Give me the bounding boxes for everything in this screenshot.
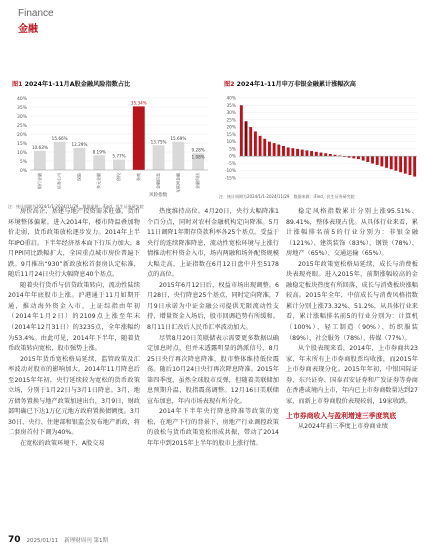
bar [329,154,332,156]
y-tick-label: 35% [226,103,236,109]
bar [268,142,271,157]
y-tick-label: -15% [224,176,236,182]
y-tick-label: -10% [224,169,236,175]
figure1-bar-chart [8,90,213,209]
paragraph: 热度维持高位。4月20日，央行大幅降准1个百分点，同时对农村金融机构定向降准。5月11日调降1年期存贷款利率各25个基点。受益于央行的连续降准降息，流动性宽松环境与上涨行情推动杠杆资金入市，场内两融和场外配资规模大幅走高，上证指数在6月12日盘中升至5178点的高位。 [147,208,279,279]
data-label: 15.69% [170,135,187,141]
paragraph: 稳定风格指数累计分别上涨95.51%、89.41%，整体表现占优。从具体行业来看，累计涨幅排名前5的行业分别为：非银金融（121%）、建筑装饰（83%）、钢铁（78%）、房地产（65%）、交通运输（65%）。 [286,208,418,258]
y-tick-label: 25% [16,124,27,129]
data-label: 13.75% [150,139,167,145]
figure1-source: 注：统计周期为2024/1/1-2024/11/29 数据来源：iFind、民生证券研究院 [8,204,144,209]
figure2-label: 图2 [224,81,235,88]
bar [93,155,105,170]
paragraph: 从个股表现来看，2014年，上市券商共23家，年末所有上市券商股票均收涨，而2015年上市券商表现分化。2015年年初，中银国际证券、东兴证券、国泰君安证券和广发证券等券商在香港或境内上市，年内已上市券商数量达到27家，而新上市券商股价表现较弱，19家收跌。 [286,345,418,405]
article-body [8,207,419,450]
section-header [18,8,54,35]
bar [371,156,374,163]
bar [277,145,280,157]
data-label: 15.66% [51,135,68,141]
y-tick-label: 10% [16,151,27,156]
paragraph: 房价高企、基建与地产投资需求旺盛，货币环境整体偏紧。进入2014年，楼市降温叠加物价走弱，货币政策放松逐步发力。2014年上半年IPO重启。下半年经济基本面下行压力加大，8月PPI同比跌幅扩大，全国重点城市房价普遍下跌。9月推出“930”新政放松首套房认定标准，随后11月24日央行大幅降息40个基点。 [8,208,140,279]
x-tick-label: 证券公司 [56,173,62,189]
x-axis-title: 风险指数 [149,193,168,198]
bar [357,156,360,159]
y-tick-label: 40% [226,96,236,102]
section-title-en: Finance [18,8,54,19]
section-title-zh: 金融 [18,24,38,35]
figure2-bar-chart [219,90,421,205]
x-tick-label: 银行金融 [36,173,42,189]
paragraph: 在宽松的政策环境下，A股交易 [20,440,105,448]
bar [296,149,299,156]
bar [240,105,243,156]
paragraph: 随着央行货币与信贷政策转向，流动性陆续2014年年底股市上涨。沪港通于11月如期开通，推动海外资金入市，上证综指由年初（2014年1月2日）的2109点上涨至年末（2014年12月31日）的3235点，全年涨幅约为53.4%。由此可见，2014年下半年，随着货币政策转向宽松，股市强势上涨。 [8,281,140,353]
x-tick-label: 券商 [135,173,141,181]
bar [324,153,327,156]
bar [310,151,313,156]
column-2 [147,207,279,450]
paragraph: 2014年下半年央行降息降准等政策的宽松，在地产下行的背景下，房地产行业调控政策的放松与货币政策宽松形成共振，带动了2014年年中到2015年上半年的股市上涨行情。 [147,408,279,448]
y-tick-label: 5% [229,147,236,153]
bar [366,156,369,162]
data-label: 12.29% [71,141,88,147]
bar [380,156,383,166]
bar [394,156,397,171]
bar [320,153,323,157]
page-footer [8,535,108,545]
bar [153,145,165,170]
page-number: 70 [8,535,21,545]
y-tick-label: 20% [16,133,27,138]
figure1-title-text: 2024年1-11月A股金融风险指数占比 [24,81,131,88]
paragraph: 从2024年前三季度上市券商业绩 [298,423,388,431]
y-tick-label: 40% [16,97,27,102]
bar [249,127,252,156]
section-subheading: 上市券商收入与盈利增速三季度筑底 [286,412,397,421]
paragraph: 2015年政策宽松格局延续，成长与消费板块表现亮眼。进入2015年，前期涨幅较高的金融稳定板块热度有所回落，成长与消费板块涨幅较高。2015年全年，中信成长与消费风格指数累计分别上涨73.32%、51.2%，从具体行业来看，累计涨幅排名前5的行业分别为：计算机（100%）、轻工制造（90%）、纺织服装（89%）、社会服务（78%）、传媒（77%）。 [286,260,418,342]
data-label: 8.19% [92,149,106,155]
bar [305,150,308,156]
y-tick-label: 30% [226,111,236,117]
paragraph: 尽管8月20日美联储表示需要更多数据以确定加息时点，但并未透露明显的鸽派信号，8月25日央行再次降息降准，股市整体维持低位震荡。随后10月24日央行再次降息降准。2015年第四季度，虽然全球股市反弹，但随着美联储加息预期升温，股指震荡调整。12月16日美联储宣布加息，年内市场表现有所分化。 [147,334,279,405]
bar [399,156,402,172]
data-label: 35.34% [130,100,147,106]
bar [404,156,407,173]
y-tick-label: 0% [229,154,236,160]
y-tick-label: 0% [19,169,27,174]
x-tick-label: 金融科技 [195,173,201,189]
magazine-name: 新理财周刊 第1期 [64,538,108,544]
y-tick-label: 15% [16,142,27,147]
x-tick-label: 创投 [116,173,121,181]
y-tick-label: -5% [227,161,236,167]
issue-date: 2025/01/11 [26,538,59,544]
bar [413,156,416,176]
y-tick-label: 15% [226,132,236,138]
bar [74,148,86,170]
figure2-title [224,79,356,88]
figure2-title-text: 2024年1-11月申万非银金融累计涨幅次高 [236,81,356,88]
bar [54,142,66,170]
bar [291,148,294,156]
x-tick-label: 保险 [76,173,82,181]
column-1 [8,207,140,450]
y-tick-label: 30% [16,115,27,120]
figure2-source: 注：统计周期为2024/1/1-2024/11/29 数据来源：iFind、民生证券研究院 [219,194,355,199]
figure1-label: 图1 [12,81,23,88]
bar [34,151,46,170]
paragraph: 2015年6月12日后，权益市场出现调整。6月28日，央行降息25个基点，同时定向降准，7月9日承诺为中证金融公司提供无限流动性支持，增量资金入场后，股市回调趋势有所缓和。8月11日汇改后人民币汇率波动加大。 [147,281,279,332]
bar [376,156,379,165]
bar [301,150,304,157]
paragraph: 2015年货币宽松格局延续，监管政策及汇率波动对股市的影响加大。2014年11月降息后至2015年年初，央行延续较为宽松的货币政策立场，分别于1月22日与3月1日降息。3月，地方债务置换与地产政策加速出台，3月9日，财政部明确已下达1万亿元地方政府置换债额度。3月30日，央行、住建部和银监会发布地产新政，将二套房首付下调为40%。 [8,355,140,437]
bar [409,156,412,175]
y-tick-label: 25% [226,118,236,124]
bar [352,156,355,158]
bar [259,136,262,156]
y-tick-label: 10% [226,140,236,146]
bar [390,156,393,169]
data-label: 1.08% [191,154,205,160]
bar [263,139,266,156]
bar [245,121,248,156]
bar [362,156,365,160]
y-tick-label: 35% [16,106,27,111]
bar [172,142,184,170]
bar [287,147,290,156]
x-tick-label: 互联网金融 [175,173,181,193]
bar [254,131,257,156]
bar [273,143,276,156]
y-tick-label: 5% [19,160,27,165]
data-label: 5.77% [112,153,126,159]
bar [282,146,285,156]
data-label: 9.28% [191,147,205,153]
x-tick-label: 金融信息 [155,173,161,189]
bar [385,156,388,168]
data-label: 10.63% [31,144,48,150]
bar [133,106,145,170]
column-3 [286,207,418,450]
y-tick-label: 20% [226,125,236,131]
x-tick-label: 多元金融 [96,173,102,189]
figure1-title [12,79,130,88]
bar [315,152,318,156]
bar [113,160,125,170]
